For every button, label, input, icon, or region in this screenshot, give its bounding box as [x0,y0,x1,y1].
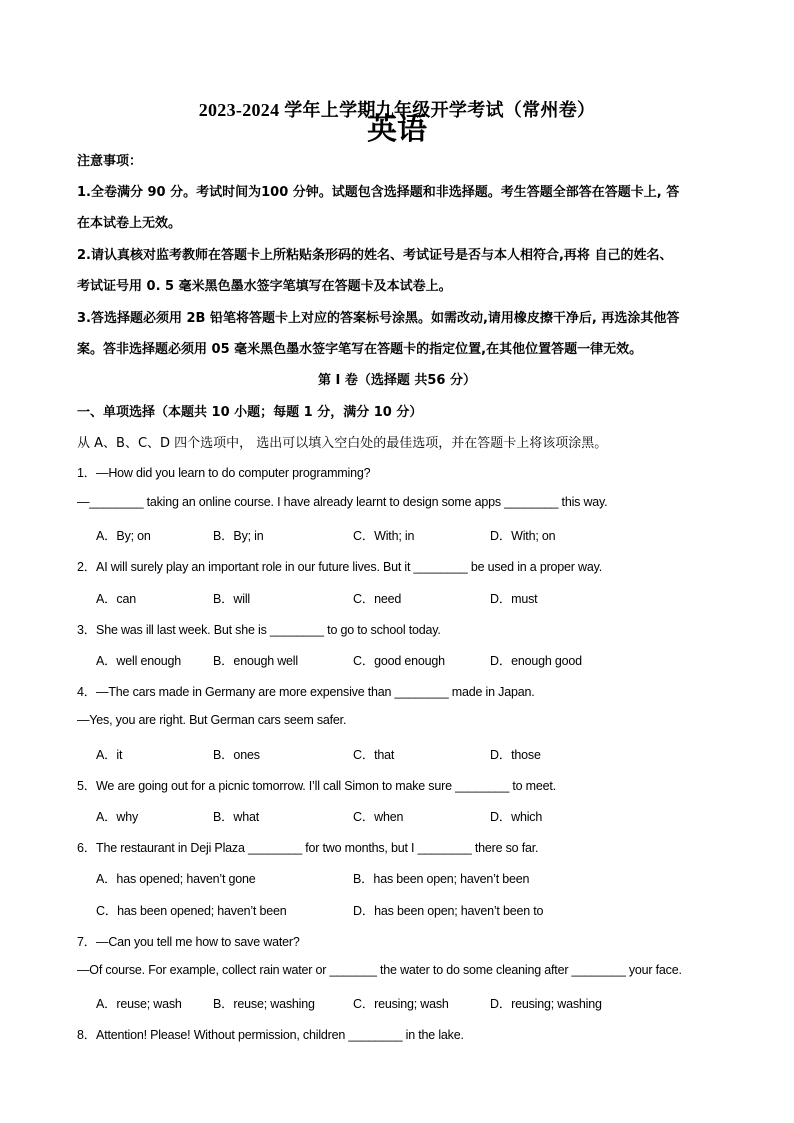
q3-option-c: C．good enough [353,654,445,668]
q5-option-a: A．why [96,810,139,824]
question-4-dialogue: —Yes, you are right. But German cars seem safer. [77,713,347,727]
q1-option-a: A．By; on [96,529,151,543]
q1-option-c: C．With; in [353,529,415,543]
q3-option-b: B．enough well [213,654,298,668]
exam-title: 2023-2024 学年上学期九年级开学考试（常州卷） [198,100,596,120]
q2-option-a: A．can [96,592,136,606]
q7-option-a: A．reuse; wash [96,997,182,1011]
q7-option-c: C．reusing; wash [353,997,449,1011]
q1-option-b: B．By; in [213,529,264,543]
question-5-prompt: 5．We are going out for a picnic tomorrow. I’ll call Simon to make sure ________ to meet. [77,779,556,793]
q7-option-d: D．reusing; washing [490,997,602,1011]
note-3-line-2: 案。答非选择题必须用 05 毫米黑色墨水签字笔写在答题卡的指定位置,在其他位置答题一律无效。 [77,342,643,357]
q4-option-c: C．that [353,748,395,762]
q5-option-c: C．when [353,810,404,824]
q6-option-a: A．has opened; haven’t gone [96,872,256,886]
section-instruction: 从 A、B、C、D 四个选项中， 选出可以填入空白处的最佳选项，并在答题卡上将该项涂黑。 [77,436,608,451]
q5-option-d: D．which [490,810,543,824]
note-1-line-1: 1.全卷满分 90 分。考试时间为100 分钟。试题包含选择题和非选择题。考生答题全部答在答题卡上, 答 [77,185,680,200]
q4-option-a: A．it [96,748,123,762]
q4-option-d: D．those [490,748,541,762]
q2-option-b: B．will [213,592,250,606]
q6-option-b: B．has been open; haven’t been [353,872,530,886]
q6-option-d: D．has been open; haven’t been to [353,904,544,918]
q3-option-a: A．well enough [96,654,181,668]
note-1-line-2: 在本试卷上无效。 [77,216,182,231]
q4-option-b: B．ones [213,748,260,762]
note-2-line-1: 2.请认真核对监考教师在答题卡上所粘贴条形码的姓名、考试证号是否与本人相符合,再将 自己的姓名、 [77,248,673,263]
q2-option-d: D．must [490,592,538,606]
section-title: 一、单项选择（本题共 10 小题；每题 1 分，满分 10 分） [77,405,423,420]
question-7-dialogue: —Of course. For example, collect rain water or _______ the water to do some cleaning after ________ your face. [77,963,682,977]
question-2-prompt: 2．AI will surely play an important role in our future lives. But it ________ be used in a proper way. [77,560,602,574]
q3-option-d: D．enough good [490,654,582,668]
q6-option-c: C．has been opened; haven’t been [96,904,287,918]
note-2-line-2: 考试证号用 0. 5 毫米黑色墨水签字笔填写在答题卡及本试卷上。 [77,279,452,294]
q2-option-c: C．need [353,592,402,606]
notes-label: 注意事项： [77,154,143,169]
subject-title: 英语 [367,113,427,146]
q5-option-b: B．what [213,810,260,824]
question-1-prompt: 1．—How did you learn to do computer programming? [77,466,371,480]
q1-option-d: D．With; on [490,529,556,543]
q7-option-b: B．reuse; washing [213,997,315,1011]
question-6-prompt: 6．The restaurant in Deji Plaza ________ for two months, but I ________ there so far. [77,841,539,855]
question-4-prompt: 4．—The cars made in Germany are more expensive than ________ made in Japan. [77,685,535,699]
question-1-dialogue: —________ taking an online course. I have already learnt to design some apps ________ this way. [77,495,608,509]
question-3-prompt: 3．She was ill last week. But she is ________ to go to school today. [77,623,441,637]
question-8-prompt: 8．Attention! Please! Without permission, children ________ in the lake. [77,1028,464,1042]
part1-heading: 第 I 卷（选择题 共56 分） [317,373,477,388]
question-7-prompt: 7．—Can you tell me how to save water? [77,935,300,949]
note-3-line-1: 3.答选择题必须用 2B 铅笔将答题卡上对应的答案标号涂黑。如需改动,请用橡皮擦干净后, 再选涂其他答 [77,311,680,326]
